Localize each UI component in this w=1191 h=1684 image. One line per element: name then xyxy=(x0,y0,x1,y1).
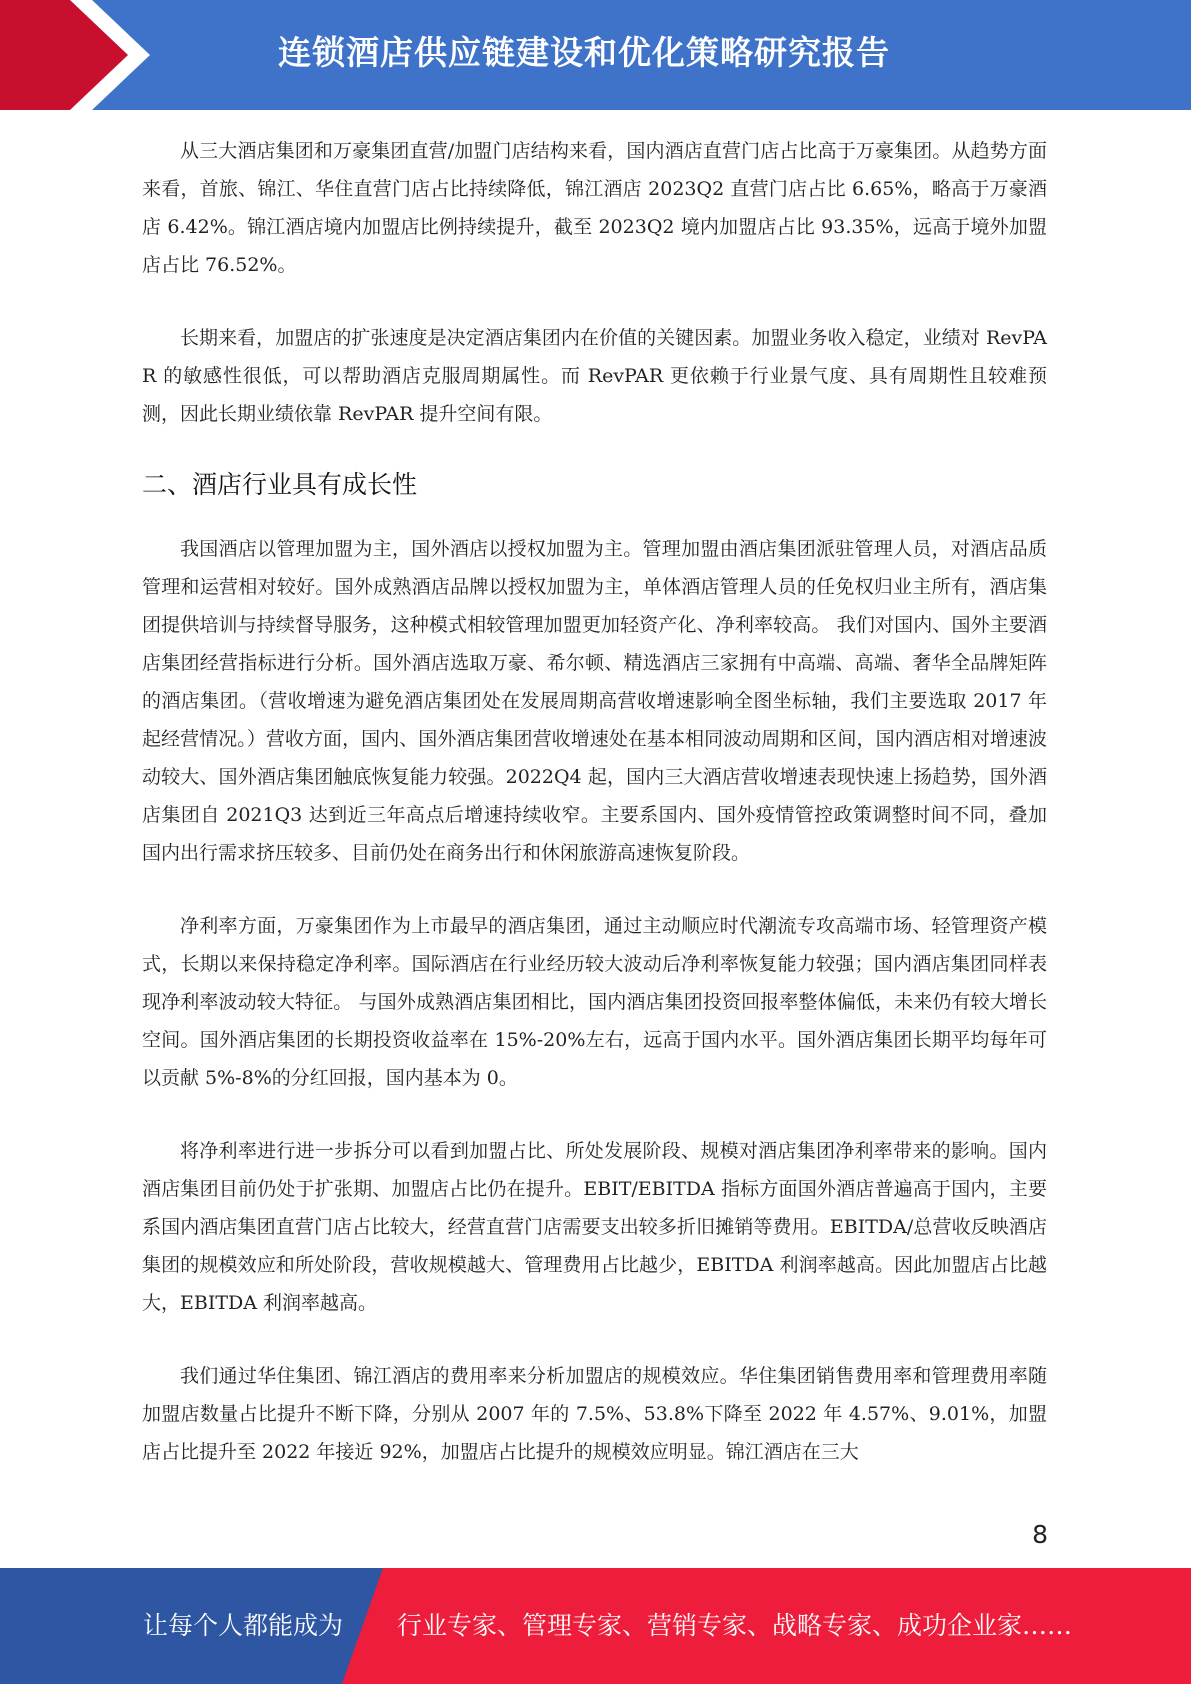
footer-slogan-right: 行业专家、管理专家、营销专家、战略专家、成功企业家…… xyxy=(397,1611,1073,1640)
report-title: 连锁酒店供应链建设和优化策略研究报告 xyxy=(278,33,890,72)
paragraph: 长期来看，加盟店的扩张速度是决定酒店集团内在价值的关键因素。加盟业务收入稳定，业绩对 RevPAR 的敏感性很低，可以帮助酒店克服周期属性。而 RevPAR 更依赖于行业景气度、具有周期性且较难预测，因此长期业绩依靠 RevPAR 提升空间有限。 xyxy=(142,327,1047,425)
page-footer xyxy=(0,1568,1191,1684)
document-body xyxy=(142,132,1047,1506)
paragraph: 我国酒店以管理加盟为主，国外酒店以授权加盟为主。管理加盟由酒店集团派驻管理人员，对酒店品质管理和运营相对较好。国外成熟酒店品牌以授权加盟为主，单体酒店管理人员的任免权归业主所有，酒店集团提供培训与持续督导服务，这种模式相较管理加盟更加轻资产化、净利率较高。 我们对国内、国外主要酒店集团经营指标进行分析。国外酒店选取万豪、希尔顿、精选酒店三家拥有中高端、高端、奢华全品牌矩阵的酒店集团。（营收增速为避免酒店集团处在发展周期高营收增速影响全图坐标轴，我们主要选取 2017 年起经营情况。）营收方面，国内、国外酒店集团营收增速处在基本相同波动周期和区间，国内酒店相对增速波动较大、国外酒店集团触底恢复能力较强。2022Q4 起，国内三大酒店营收增速表现快速上扬趋势，国外酒店集团自 2021Q3 达到近三年高点后增速持续收窄。主要系国内、国外疫情管控政策调整时间不同，叠加国内出行需求挤压较多、目前仍处在商务出行和休闲旅游高速恢复阶段。 xyxy=(142,538,1047,864)
page-header xyxy=(0,0,1191,110)
paragraph: 净利率方面，万豪集团作为上市最早的酒店集团，通过主动顺应时代潮流专攻高端市场、轻管理资产模式，长期以来保持稳定净利率。国际酒店在行业经历较大波动后净利率恢复能力较强；国内酒店集团同样表现净利率波动较大特征。 与国外成熟酒店集团相比，国内酒店集团投资回报率整体偏低，未来仍有较大增长空间。国外酒店集团的长期投资收益率在 15%-20%左右，远高于国内水平。国外酒店集团长期平均每年可以贡献 5%-8%的分红回报，国内基本为 0。 xyxy=(142,915,1047,1089)
footer-slogan-left: 让每个人都能成为 xyxy=(143,1611,344,1640)
paragraph: 将净利率进行进一步拆分可以看到加盟占比、所处发展阶段、规模对酒店集团净利率带来的影响。国内酒店集团目前仍处于扩张期、加盟店占比仍在提升。EBIT/EBITDA 指标方面国外酒店普遍高于国内，主要系国内酒店集团直营门店占比较大，经营直营门店需要支出较多折旧摊销等费用。EBITDA/总营收反映酒店集团的规模效应和所处阶段，营收规模越大、管理费用占比越少，EBITDA 利润率越高。因此加盟店占比越大，EBITDA 利润率越高。 xyxy=(142,1140,1047,1314)
page-number: 8 xyxy=(1032,1520,1048,1549)
paragraph: 我们通过华住集团、锦江酒店的费用率来分析加盟店的规模效应。华住集团销售费用率和管理费用率随加盟店数量占比提升不断下降，分别从 2007 年的 7.5%、53.8%下降至 2022 年 4.57%、9.01%，加盟店占比提升至 2022 年接近 92%，加盟店占比提升的规模效应明显。锦江酒店在三大 xyxy=(142,1365,1047,1463)
section-heading: 二、酒店行业具有成长性 xyxy=(142,470,418,499)
paragraph: 从三大酒店集团和万豪集团直营/加盟门店结构来看，国内酒店直营门店占比高于万豪集团。从趋势方面来看，首旅、锦江、华住直营门店占比持续降低，锦江酒店 2023Q2 直营门店占比 6.65%，略高于万豪酒店 6.42%。锦江酒店境内加盟店比例持续提升，截至 2023Q2 境内加盟店占比 93.35%，远高于境外加盟店占比 76.52%。 xyxy=(142,140,1047,276)
